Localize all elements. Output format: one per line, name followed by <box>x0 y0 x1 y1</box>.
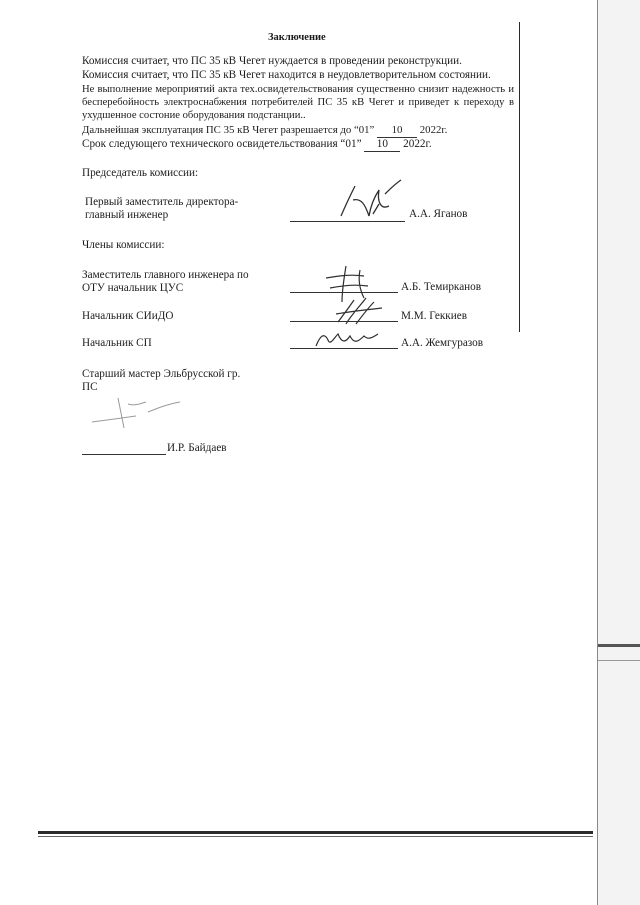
member-1-position-1: Заместитель главного инженера по <box>82 269 249 281</box>
member-2-signature <box>332 294 387 328</box>
chairman-position-1: Первый заместитель директора- <box>85 196 239 208</box>
operation-permit-year: 2022г. <box>419 124 448 136</box>
conclusion-line-2: Комиссия считает, что ПС 35 кВ Чегет находится в неудовлетворительном состоянии. <box>82 69 491 81</box>
member-1-name: А.Б. Темирканов <box>401 281 482 293</box>
member-4-position-2: ПС <box>82 381 98 393</box>
chairman-name: А.А. Яганов <box>409 208 468 220</box>
conclusion-line-1: Комиссия считает, что ПС 35 кВ Чегет нуждается в проведении реконструкции. <box>82 55 462 67</box>
page-edge-mark <box>597 660 640 661</box>
member-3-name: А.А. Жемгуразов <box>401 337 484 349</box>
page-edge-mark <box>597 644 640 647</box>
member-2-position: Начальник СИиДО <box>82 310 174 322</box>
member-4-signature <box>88 392 188 432</box>
next-inspection-year: 2022г. <box>403 138 432 150</box>
member-4-position-1: Старший мастер Эльбрусской гр. <box>82 368 241 380</box>
page-edge-shadow <box>597 0 640 905</box>
member-1-position-2: ОТУ начальник ЦУС <box>82 282 184 294</box>
scan-bottom-line <box>38 836 593 837</box>
document-title: Заключение <box>268 32 326 43</box>
vertical-margin-line <box>519 22 520 332</box>
warning-paragraph: Не выполнение мероприятий акта тех.освидетельствования существенно снизит надежность и бесперебойность электроснабжения потребителей ПС 35 кВ Чегет и приведет к переходу в ухудшенное состоние оборудования подстанции.. <box>82 84 514 121</box>
member-4-name: И.Р. Байдаев <box>167 442 227 454</box>
member-4-signature-line <box>82 454 166 455</box>
chairman-header: Председатель комиссии: <box>82 167 199 179</box>
operation-permit-text: Дальнейшая эксплуатация ПС 35 кВ Чегет разрешается до “01” <box>82 124 375 136</box>
member-3-signature <box>312 328 382 350</box>
operation-permit-line <box>82 124 447 138</box>
members-header: Члены комиссии: <box>82 239 165 251</box>
next-inspection-text: Срок следующего технического освидетельствования “01” <box>82 138 362 150</box>
member-2-name: М.М. Геккиев <box>401 310 467 322</box>
next-inspection-line <box>82 138 432 152</box>
scan-bottom-bar <box>38 831 593 834</box>
page-edge-line <box>597 0 598 905</box>
operation-permit-month: 10 <box>377 124 417 138</box>
next-inspection-month: 10 <box>364 138 400 152</box>
chairman-position-2: главный инженер <box>85 209 169 221</box>
member-3-position: Начальник СП <box>82 337 152 349</box>
chairman-signature <box>333 176 408 226</box>
